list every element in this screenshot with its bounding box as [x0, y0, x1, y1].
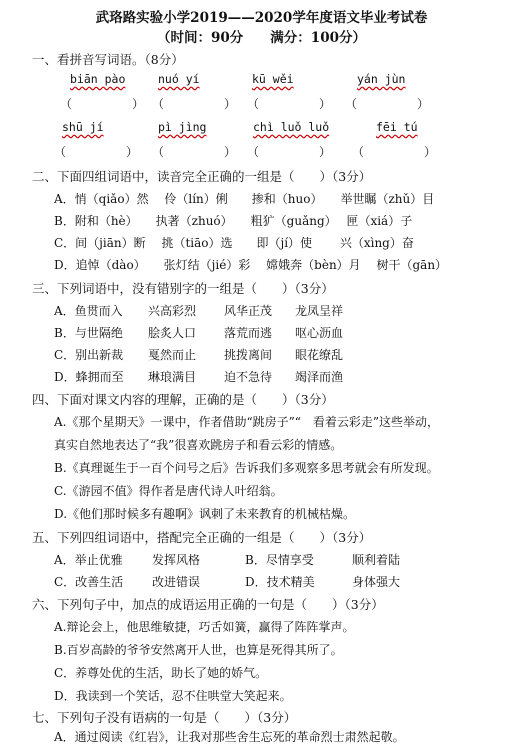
- pinyin: nuó yí: [158, 72, 200, 86]
- option-d: D.《他们那时候多有趣啊》讽刺了未来教育的机械枯燥。: [54, 507, 356, 521]
- word: 改进错误: [152, 575, 201, 589]
- word: 风华正茂: [224, 304, 273, 318]
- answer-blank[interactable]: （ ）: [152, 145, 237, 159]
- option-c: C．养尊处优的生活，助长了她的娇气。: [54, 666, 268, 680]
- word: 顺利着陆: [352, 553, 401, 567]
- pinyin: kū wěi: [252, 72, 294, 86]
- option-d: D．蜂拥而至: [54, 370, 124, 384]
- option-a: A．鱼贯而入: [54, 304, 123, 318]
- option-a: A．悄（qiǎo）然 伶（lín）俐 掺和（huo） 举世瞩（zhǔ）目: [54, 192, 435, 206]
- answer-blank[interactable]: （ ）: [60, 97, 145, 111]
- word: 落荒而逃: [224, 326, 273, 340]
- q5-heading: 五、下列四组词语中，搭配完全正确的一组是（ ）（3分）: [32, 530, 372, 545]
- answer-blank[interactable]: （ ）: [152, 97, 237, 111]
- word: 身体强大: [352, 575, 401, 589]
- option-d: D．技术精美: [245, 575, 315, 589]
- word: 竭泽而渔: [295, 370, 344, 384]
- option-b: B.百岁高龄的爷爷安然离开人世，也算是死得其所了。: [54, 643, 343, 657]
- option-b: B．尽情享受: [245, 553, 314, 567]
- pinyin: chì luǒ luǒ: [253, 120, 330, 134]
- pinyin: pì jìng: [158, 120, 207, 134]
- exam-subtitle: （时间：90分 满分：100分）: [157, 30, 366, 46]
- option-a: A.《那个星期天》一课中，作者借助“跳房子”“ 看着云彩走”这些举动，: [54, 415, 440, 429]
- option-c: C.《游园不值》得作者是唐代诗人叶绍翁。: [54, 484, 283, 498]
- q2-heading: 二、下面四组词语中，读音完全正确的一组是（ ）（3分）: [32, 169, 372, 184]
- q7-heading: 七、下列句子没有语病的一句是（ ）（3分）: [32, 710, 297, 725]
- pinyin: biān pào: [70, 72, 126, 86]
- answer-blank[interactable]: （ ）: [345, 97, 430, 111]
- option-b: B．与世隔绝: [54, 326, 123, 340]
- pinyin: fēi tú: [376, 120, 418, 134]
- q3-heading: 三、下列词语中，没有错别字的一组是（ ）（3分）: [32, 281, 334, 296]
- exam-title: 武珞路实验小学2019——2020学年度语文毕业考试卷: [95, 10, 428, 26]
- word: 迫不急待: [224, 370, 273, 384]
- option-d: D．追悼（dào） 张灯结（jié）彩 嫦娥奔（bèn）月 树干（gān）: [54, 258, 448, 272]
- option-c: C．间（jiān）断 挑（tiāo）选 即（jí）使 兴（xìng）奋: [54, 236, 414, 250]
- option-b: B.《真理诞生于一百个问号之后》告诉我们多观察多思考就会有所发现。: [54, 461, 439, 475]
- word: 呕心沥血: [295, 326, 344, 340]
- word: 脍炙人口: [148, 326, 197, 340]
- q1-heading: 一、看拼音写词语。（8分）: [32, 52, 184, 67]
- option-a: A．举止优雅: [54, 553, 123, 567]
- word: 兴高彩烈: [148, 304, 197, 318]
- answer-blank[interactable]: （ ）: [247, 145, 332, 159]
- answer-blank[interactable]: （ ）: [247, 97, 332, 111]
- word: 发挥风格: [152, 553, 201, 567]
- option-a: A．通过阅读《红岩》，让我对那些舍生忘死的革命烈士肃然起敬。: [54, 730, 405, 744]
- word: 琳琅满目: [148, 370, 197, 384]
- word: 龙凤呈祥: [295, 304, 344, 318]
- answer-blank[interactable]: （ ）: [352, 145, 437, 159]
- option-a-continued: 真实自然地表达了“我”很喜欢跳房子和看云彩的情感。: [54, 438, 343, 452]
- option-a: A.辩论会上，他思维敏捷，巧舌如簧，赢得了阵阵掌声。: [54, 620, 355, 634]
- option-d: D．我读到一个笑话，忍不住哄堂大笑起来。: [54, 689, 292, 703]
- option-b: B．附和（hè） 执著（zhuó） 粗犷（guǎng） 匣（xiá）子: [54, 214, 413, 228]
- option-c: C．别出新裁: [54, 348, 124, 362]
- answer-blank[interactable]: （ ）: [54, 145, 139, 159]
- pinyin: shū jí: [62, 120, 104, 134]
- word: 挑拨离间: [224, 348, 273, 362]
- option-c: C．改善生活: [54, 575, 124, 589]
- word: 戛然而止: [148, 348, 197, 362]
- q4-heading: 四、下面对课文内容的理解，正确的是（ ）（3分）: [32, 392, 334, 407]
- word: 眼花缭乱: [295, 348, 344, 362]
- q6-heading: 六、下列句子中，加点的成语运用正确的一句是（ ）（3分）: [32, 597, 384, 612]
- pinyin: yán jùn: [357, 72, 406, 86]
